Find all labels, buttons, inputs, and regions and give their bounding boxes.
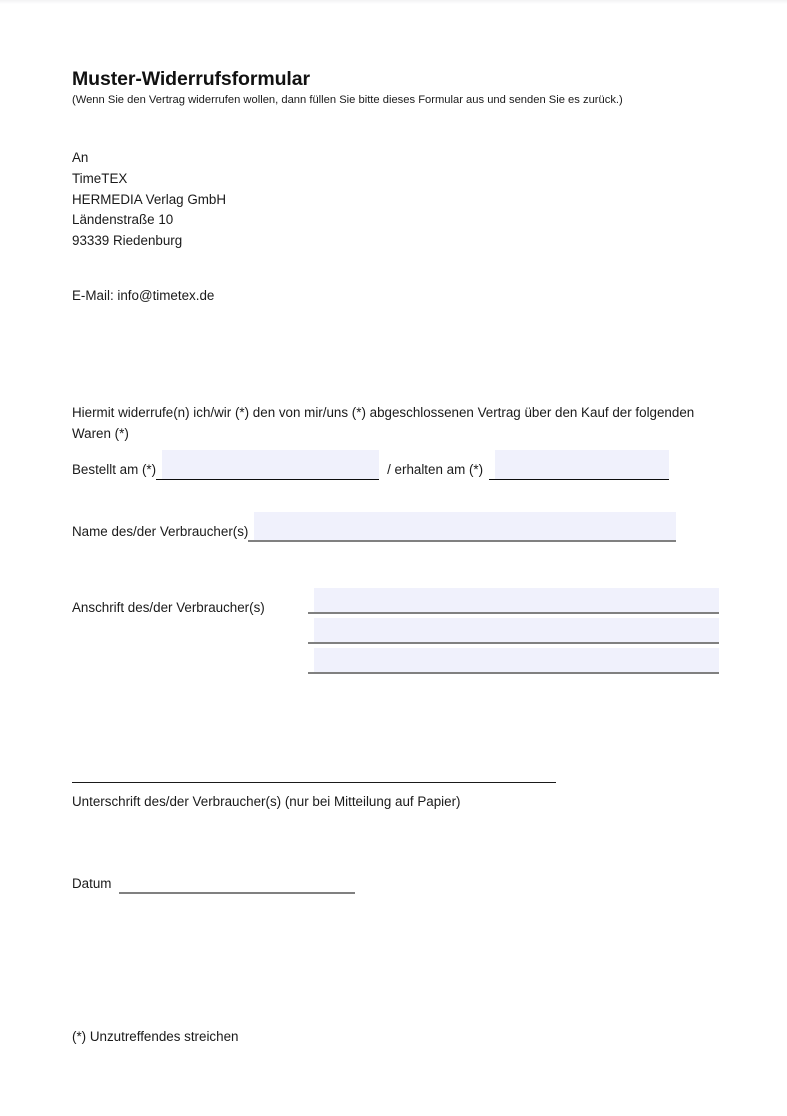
signature-caption: Unterschrift des/der Verbraucher(s) (nur bei Mitteilung auf Papier) — [72, 794, 461, 809]
consumer-address-row-2 — [308, 618, 719, 644]
revocation-statement: Hiermit widerrufe(n) ich/wir (*) den von mir/uns (*) abgeschlossenen Vertrag über den Kauf der folgenden Waren (*) — [72, 405, 695, 441]
consumer-address-input-1[interactable] — [314, 588, 719, 612]
received-on-input[interactable] — [495, 450, 669, 479]
signature-line[interactable] — [72, 782, 556, 783]
date-input[interactable] — [119, 874, 355, 892]
consumer-address-field-1[interactable] — [314, 588, 719, 614]
consumer-address-input-2[interactable] — [314, 618, 719, 642]
consumer-address-label: Anschrift des/der Verbraucher(s) — [72, 600, 265, 615]
consumer-address-input-3[interactable] — [314, 648, 719, 672]
consumer-address-fields — [308, 588, 719, 678]
received-on-field[interactable] — [495, 450, 669, 480]
recipient-address-block — [72, 148, 226, 252]
order-date-row — [72, 450, 669, 480]
ordered-on-field[interactable] — [162, 450, 379, 480]
page-top-edge — [0, 0, 787, 4]
ordered-on-input[interactable] — [162, 450, 379, 479]
consumer-name-field[interactable] — [254, 512, 676, 542]
consumer-name-label: Name des/der Verbraucher(s) — [72, 524, 249, 539]
recipient-line-city: 93339 Riedenburg — [72, 233, 183, 249]
consumer-address-field-3[interactable] — [314, 648, 719, 674]
date-field[interactable] — [119, 874, 355, 894]
date-label: Datum — [72, 876, 112, 891]
recipient-email-line: E-Mail: info@timetex.de — [72, 288, 215, 303]
recipient-line-street: Ländenstraße 10 — [72, 212, 174, 228]
date-separator-label: / erhalten am (*) — [387, 462, 484, 477]
consumer-address-row-1 — [308, 588, 719, 614]
consumer-address-row-3 — [308, 648, 719, 674]
page-subtitle: (Wenn Sie den Vertrag widerrufen wollen, dann füllen Sie bitte dieses Formular aus und senden Sie es zurück.) — [72, 94, 623, 106]
recipient-line-legal: HERMEDIA Verlag GmbH — [72, 191, 227, 207]
ordered-on-label: Bestellt am (*) — [72, 462, 157, 477]
date-row — [72, 874, 355, 894]
consumer-name-input[interactable] — [254, 512, 676, 540]
recipient-line-company: TimeTEX — [72, 170, 128, 186]
recipient-line-an: An — [72, 150, 89, 165]
consumer-name-row — [72, 512, 676, 542]
footnote-text: (*) Unzutreffendes streichen — [72, 1029, 239, 1044]
page-title: Muster-Widerrufsformular — [72, 68, 310, 90]
consumer-address-field-2[interactable] — [314, 618, 719, 644]
